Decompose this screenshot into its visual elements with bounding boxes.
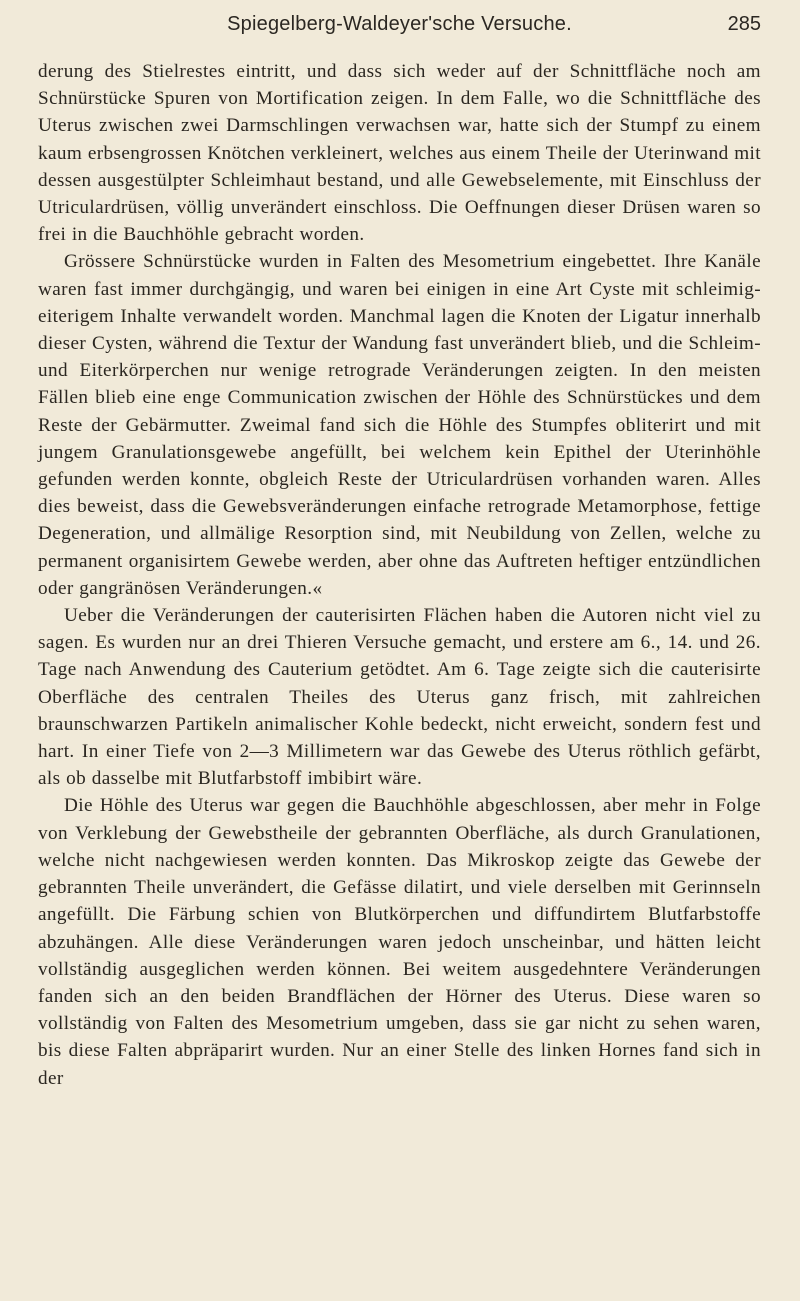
- body-text: [38, 58, 761, 1092]
- paragraph: Ueber die Veränderungen der cauterisirten Flächen haben die Autoren nicht viel zu sagen. Es wurden nur an drei Thieren Versuche gemacht, und erstere am 6., 14. und 26. Tage nach Anwendung des Cauterium getödtet. Am 6. Tage zeigte sich die cauterisirte Oberfläche des centralen Theiles des Uterus ganz frisch, mit zahlreichen braunschwarzen Partikeln animalischer Kohle bedeckt, nicht erweicht, sondern fest und hart. In einer Tiefe von 2—3 Millimetern war das Gewebe des Uterus röthlich gefärbt, als ob dasselbe mit Blutfarbstoff imbibirt wäre.: [38, 605, 761, 790]
- running-title: Spiegelberg-Waldeyer'sche Versuche.: [227, 13, 572, 35]
- running-header: [38, 10, 761, 46]
- page-number: 285: [727, 13, 761, 35]
- paragraph: Grössere Schnürstücke wurden in Falten des Mesometrium eingebettet. Ihre Kanäle waren fast immer durchgängig, und waren bei einigen in eine Art Cyste mit schleimig-eiterigem Inhalte verwandelt worden. Manchmal lagen die Knoten der Ligatur innerhalb dieser Cysten, während die Textur der Wandung fast unverändert blieb, und die Schleim- und Eiterkörperchen nur wenige retrograde Veränderungen zeigten. In den meisten Fällen blieb eine enge Communication zwischen der Höhle des Schnürstückes und dem Reste der Gebärmutter. Zweimal fand sich die Höhle des Stumpfes obliterirt und mit jungem Granulationsgewebe angefüllt, bei welchem kein Epithel der Uterinhöhle gefunden werden konnte, obgleich Reste der Utriculardrüsen vorhanden waren. Alles dies beweist, dass die Gewebsveränderungen einfache retrograde Metamorphose, fettige Degeneration, und allmälige Resorption sind, mit Neubildung von Zellen, welche zu permanent organisirtem Gewebe werden, aber ohne das Auftreten heftiger entzündlichen oder gangränösen Veränderungen.«: [38, 251, 761, 599]
- paragraph: Die Höhle des Uterus war gegen die Bauchhöhle abgeschlossen, aber mehr in Folge von Verklebung der Gewebstheile der gebrannten Oberfläche, als durch Granulationen, welche nicht nachgewiesen werden konnten. Das Mikroskop zeigte das Gewebe der gebrannten Theile unverändert, die Gefässe dilatirt, und viele derselben mit Gerinnseln angefüllt. Die Färbung schien von Blutkörperchen und diffundirtem Blutfarbstoffe abzuhängen. Alle diese Veränderungen waren jedoch unscheinbar, und hätten leicht vollständig ausgeglichen werden können. Bei weitem ausgedehntere Veränderungen fanden sich an den beiden Brandflächen der Hörner des Uterus. Diese waren so vollständig von Falten des Mesometrium umgeben, dass sie gar nicht zu sehen waren, bis diese Falten abpräparirt wurden. Nur an einer Stelle des linken Hornes fand sich in der: [38, 795, 761, 1089]
- paragraph-continuation: derung des Stielrestes eintritt, und dass sich weder auf der Schnittfläche noch am Schnürstücke Spuren von Mortification zeigen. In dem Falle, wo die Schnittfläche des Uterus zwischen zwei Darmschlingen verwachsen war, hatte sich der Stumpf zu einem kaum erbsengrossen Knötchen verkleinert, welches aus einem Theile der Uterinwand mit dessen ausgestülpter Schleimhaut bestand, und alle Gewebselemente, mit Einschluss der Utriculardrüsen, völlig unverändert einschloss. Die Oeffnungen dieser Drüsen waren so frei in die Bauchhöhle gebracht worden.: [38, 61, 761, 246]
